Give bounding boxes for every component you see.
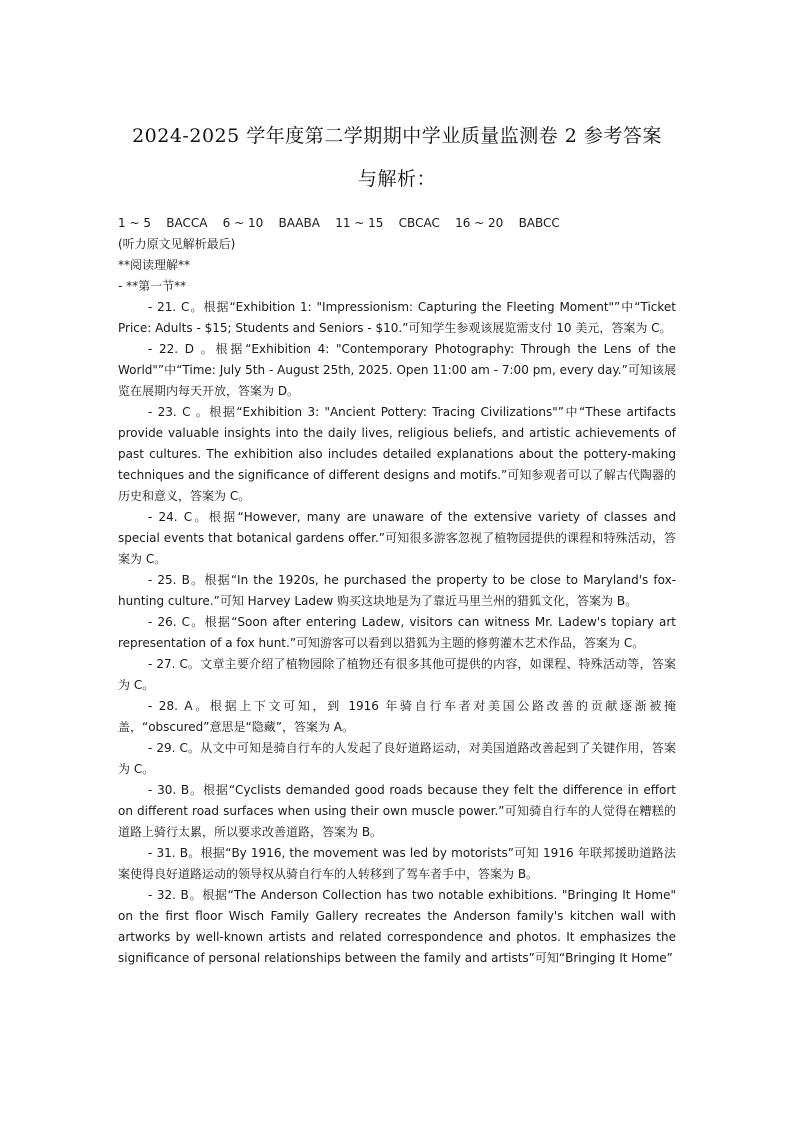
section-heading: **阅读理解** <box>118 258 191 272</box>
subsection-heading: - **第一节** <box>118 279 187 293</box>
answer-content <box>118 213 676 969</box>
answer-item-25: - 25. B。根据“In the 1920s, he purchased the property to be close to Maryland's fox-hunting culture.”可知 Harvey Ladew 购买这块地是为了靠近马里兰州的猎狐文化，答案为 B。 <box>118 573 676 608</box>
document-title-line-2: 与解析： <box>357 168 436 190</box>
listening-note: (听力原文见解析最后) <box>118 237 236 251</box>
answer-item-26: - 26. C。根据“Soon after entering Ladew, visitors can witness Mr. Ladew's topiary art representation of a fox hunt.”可知游客可以看到以猎狐为主题的修剪灌木艺术作品，答案为 C。 <box>118 615 676 650</box>
answer-item-31: - 31. B。根据“By 1916, the movement was led by motorists”可知 1916 年联邦援助道路法案使得良好道路运动的领导权从骑自行车的人转移到了驾车者手中，答案为 B。 <box>118 846 676 881</box>
answer-item-29: - 29. C。从文中可知是骑自行车的人发起了良好道路运动，对美国道路改善起到了关键作用，答案为 C。 <box>118 741 676 776</box>
answer-key: 1 ~ 5 BACCA 6 ~ 10 BAABA 11 ~ 15 CBCAC 16 ~ 20 BABCC <box>118 216 560 230</box>
answer-item-24: - 24. C。根据“However, many are unaware of the extensive variety of classes and special events that botanical gardens offer.”可知很多游客忽视了植物园提供的课程和特殊活动，答案为 C。 <box>118 510 676 566</box>
answer-item-27: - 27. C。文章主要介绍了植物园除了植物还有很多其他可提供的内容，如课程、特殊活动等，答案为 C。 <box>118 657 676 692</box>
answer-item-30: - 30. B。根据“Cyclists demanded good roads because they felt the difference in effort on different road surfaces when using their own muscle power.”可知骑自行车的人觉得在糟糕的道路上骑行太累，所以要求改善道路，答案为 B。 <box>118 783 676 839</box>
document-title-line-1: 2024-2025 学年度第二学期期中学业质量监测卷 2 参考答案 <box>132 125 662 147</box>
answer-item-22: - 22. D 。根据“Exhibition 4: "Contemporary Photography: Through the Lens of the World"”中“Time: July 5th - August 25th, 2025. Open 11:00 am - 7:00 pm, every day.”可知该展览在展期内每天开放，答案为 D。 <box>118 342 676 398</box>
answer-item-21: - 21. C。根据“Exhibition 1: "Impressionism: Capturing the Fleeting Moment"”中“Ticket Price: Adults - $15; Students and Seniors - $10.”可知学生参观该展览需支付 10 美元，答案为 C。 <box>118 300 676 335</box>
answer-item-28: - 28. A。根据上下文可知，到 1916 年骑自行车者对美国公路改善的贡献逐渐被掩盖，“obscured”意思是“隐藏”，答案为 A。 <box>118 699 676 734</box>
answer-item-32: - 32. B。根据“The Anderson Collection has two notable exhibitions. "Bringing It Home" on the first floor Wisch Family Gallery recreates the Anderson family's kitchen wall with artworks by well-known artists and related correspondence and photos. It emphasizes the significance of personal relationships between the family and artists”可知“Bringing It Home” <box>118 888 676 965</box>
answer-item-23: - 23. C 。根据“Exhibition 3: "Ancient Pottery: Tracing Civilizations"”中“These artifacts provide valuable insights into the daily lives, religious beliefs, and artistic achievements of past cultures. The exhibition also includes detailed explanations about the pottery-making techniques and the significance of different designs and motifs.”可知参观者可以了解古代陶器的历史和意义，答案为 C。 <box>118 405 676 503</box>
